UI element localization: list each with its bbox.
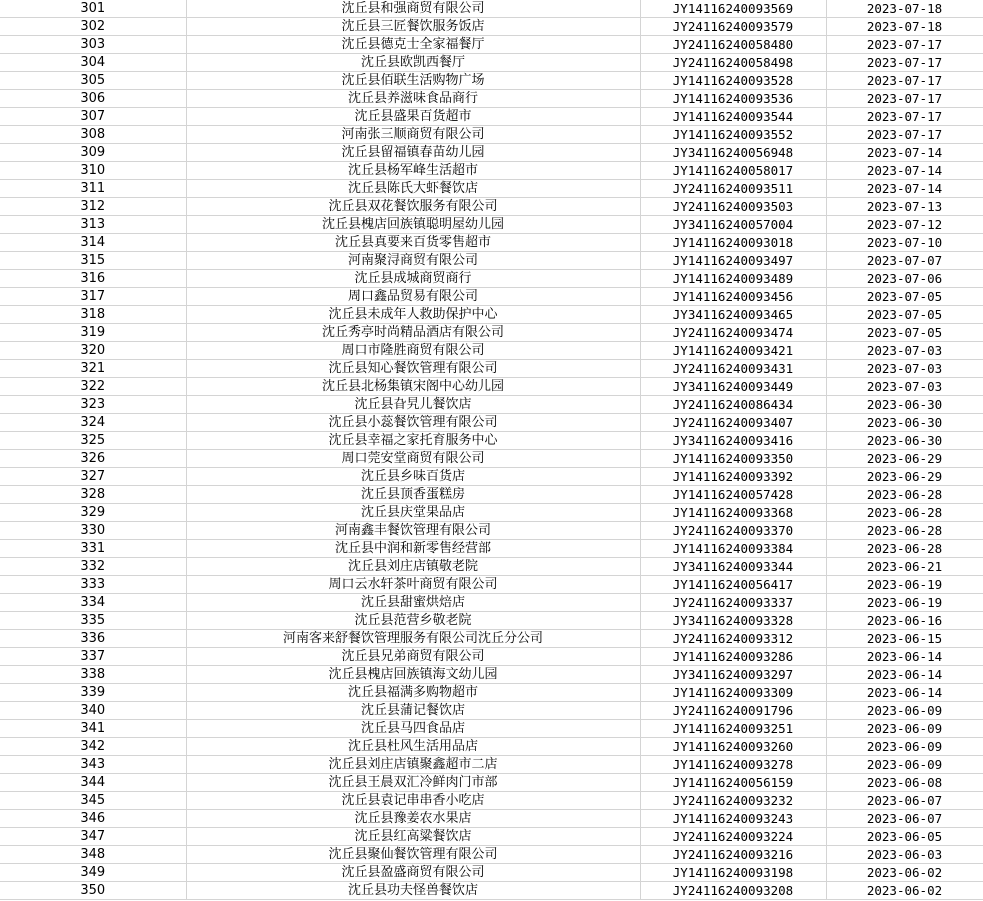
row-number[interactable]: 313	[0, 216, 186, 234]
table-row	[0, 576, 983, 594]
date-cell[interactable]: 2023-06-28	[826, 540, 983, 558]
business-name-cell[interactable]: 沈丘县盛果百货超市	[186, 108, 640, 126]
business-name-cell[interactable]: 沈丘县蒲记餐饮店	[186, 702, 640, 720]
row-number[interactable]: 340	[0, 702, 186, 720]
date-cell[interactable]: 2023-06-16	[826, 612, 983, 630]
date-cell[interactable]: 2023-06-19	[826, 594, 983, 612]
row-number[interactable]: 328	[0, 486, 186, 504]
date-cell[interactable]: 2023-06-19	[826, 576, 983, 594]
date-cell[interactable]: 2023-06-07	[826, 792, 983, 810]
date-cell[interactable]: 2023-06-07	[826, 810, 983, 828]
license-number-cell[interactable]: JY14116240093278	[640, 756, 826, 774]
business-name-cell[interactable]: 沈丘县养滋味食品商行	[186, 90, 640, 108]
date-cell[interactable]: 2023-07-14	[826, 162, 983, 180]
business-name-cell[interactable]: 沈丘县德克士全家福餐厅	[186, 36, 640, 54]
table-row	[0, 630, 983, 648]
table-row	[0, 810, 983, 828]
date-cell[interactable]: 2023-06-28	[826, 504, 983, 522]
row-number[interactable]: 323	[0, 396, 186, 414]
license-number-cell[interactable]: JY24116240093232	[640, 792, 826, 810]
date-cell[interactable]: 2023-06-09	[826, 756, 983, 774]
business-name-cell[interactable]: 沈丘县中润和新零售经营部	[186, 540, 640, 558]
date-cell[interactable]: 2023-06-28	[826, 486, 983, 504]
table-row	[0, 252, 983, 270]
row-number[interactable]: 302	[0, 18, 186, 36]
date-cell[interactable]: 2023-07-05	[826, 306, 983, 324]
date-cell[interactable]: 2023-07-03	[826, 378, 983, 396]
table-row	[0, 378, 983, 396]
license-number-cell[interactable]: JY34116240056948	[640, 144, 826, 162]
row-number[interactable]: 304	[0, 54, 186, 72]
business-name-cell[interactable]: 沈丘县留福镇春苗幼儿园	[186, 144, 640, 162]
business-name-cell[interactable]: 沈丘县小蕊餐饮管理有限公司	[186, 414, 640, 432]
table-row	[0, 864, 983, 882]
business-name-cell[interactable]: 沈丘县顶香蛋糕房	[186, 486, 640, 504]
license-number-cell[interactable]: JY24116240093208	[640, 882, 826, 900]
business-name-cell[interactable]: 沈丘县陈氏大虾餐饮店	[186, 180, 640, 198]
business-name-cell[interactable]: 沈丘县豫姜农水果店	[186, 810, 640, 828]
row-number[interactable]: 325	[0, 432, 186, 450]
license-number-cell[interactable]: JY14116240093309	[640, 684, 826, 702]
date-cell[interactable]: 2023-07-13	[826, 198, 983, 216]
date-cell[interactable]: 2023-07-17	[826, 108, 983, 126]
table-row	[0, 90, 983, 108]
date-cell[interactable]: 2023-06-28	[826, 522, 983, 540]
row-number[interactable]: 327	[0, 468, 186, 486]
business-name-cell[interactable]: 周口云水轩茶叶商贸有限公司	[186, 576, 640, 594]
row-number[interactable]: 312	[0, 198, 186, 216]
business-name-cell[interactable]: 沈丘县杜风生活用品店	[186, 738, 640, 756]
row-number[interactable]: 333	[0, 576, 186, 594]
date-cell[interactable]: 2023-07-17	[826, 90, 983, 108]
license-number-cell[interactable]: JY34116240093416	[640, 432, 826, 450]
row-number[interactable]: 332	[0, 558, 186, 576]
business-name-cell[interactable]: 沈丘县聚仙餐饮管理有限公司	[186, 846, 640, 864]
row-number[interactable]: 318	[0, 306, 186, 324]
business-name-cell[interactable]: 沈丘县杨军峰生活超市	[186, 162, 640, 180]
date-cell[interactable]: 2023-07-17	[826, 54, 983, 72]
business-name-cell[interactable]: 沈丘县北杨集镇宋阁中心幼儿园	[186, 378, 640, 396]
license-number-cell[interactable]: JY14116240056417	[640, 576, 826, 594]
business-name-cell[interactable]: 沈丘县功夫怪兽餐饮店	[186, 882, 640, 900]
business-name-cell[interactable]: 周口市隆胜商贸有限公司	[186, 342, 640, 360]
license-number-cell[interactable]: JY34116240057004	[640, 216, 826, 234]
business-name-cell[interactable]: 河南张三顺商贸有限公司	[186, 126, 640, 144]
table-row	[0, 396, 983, 414]
table-row	[0, 540, 983, 558]
license-number-cell[interactable]: JY14116240056159	[640, 774, 826, 792]
business-name-cell[interactable]: 沈丘县兄弟商贸有限公司	[186, 648, 640, 666]
business-name-cell[interactable]: 沈丘县三匠餐饮服务饭店	[186, 18, 640, 36]
business-name-cell[interactable]: 沈丘县刘庄店镇敬老院	[186, 558, 640, 576]
table-row	[0, 18, 983, 36]
business-name-cell[interactable]: 周口莞安堂商贸有限公司	[186, 450, 640, 468]
table-row	[0, 846, 983, 864]
date-cell[interactable]: 2023-06-14	[826, 648, 983, 666]
license-number-cell[interactable]: JY24116240091796	[640, 702, 826, 720]
table-row	[0, 342, 983, 360]
license-number-cell[interactable]: JY24116240093224	[640, 828, 826, 846]
table-row	[0, 666, 983, 684]
business-name-cell[interactable]: 沈丘县双花餐饮服务有限公司	[186, 198, 640, 216]
business-name-cell[interactable]: 沈丘县真要来百货零售超市	[186, 234, 640, 252]
business-name-cell[interactable]: 沈丘县袁记串串香小吃店	[186, 792, 640, 810]
license-number-cell[interactable]: JY14116240093251	[640, 720, 826, 738]
row-number[interactable]: 306	[0, 90, 186, 108]
license-number-cell[interactable]: JY14116240058017	[640, 162, 826, 180]
table-row	[0, 756, 983, 774]
license-number-cell[interactable]: JY24116240093312	[640, 630, 826, 648]
license-number-cell[interactable]: JY14116240093286	[640, 648, 826, 666]
business-name-cell[interactable]: 沈丘县刘庄店镇聚鑫超市二店	[186, 756, 640, 774]
license-number-cell[interactable]: JY24116240093474	[640, 324, 826, 342]
date-cell[interactable]: 2023-06-09	[826, 720, 983, 738]
date-cell[interactable]: 2023-07-05	[826, 288, 983, 306]
row-number[interactable]: 324	[0, 414, 186, 432]
row-number[interactable]: 315	[0, 252, 186, 270]
table-row	[0, 828, 983, 846]
license-number-cell[interactable]: JY34116240093328	[640, 612, 826, 630]
date-cell[interactable]: 2023-06-29	[826, 450, 983, 468]
license-number-cell[interactable]: JY14116240093384	[640, 540, 826, 558]
table-row	[0, 216, 983, 234]
row-number[interactable]: 317	[0, 288, 186, 306]
business-name-cell[interactable]: 河南鑫丰餐饮管理有限公司	[186, 522, 640, 540]
row-number[interactable]: 346	[0, 810, 186, 828]
business-name-cell[interactable]: 沈丘县庆堂果品店	[186, 504, 640, 522]
row-number[interactable]: 335	[0, 612, 186, 630]
table-row	[0, 126, 983, 144]
license-number-cell[interactable]: JY24116240093431	[640, 360, 826, 378]
date-cell[interactable]: 2023-06-15	[826, 630, 983, 648]
table-row	[0, 144, 983, 162]
row-number[interactable]: 336	[0, 630, 186, 648]
date-cell[interactable]: 2023-07-17	[826, 126, 983, 144]
date-cell[interactable]: 2023-07-06	[826, 270, 983, 288]
row-number[interactable]: 303	[0, 36, 186, 54]
table-row	[0, 648, 983, 666]
table-row	[0, 198, 983, 216]
table-row	[0, 612, 983, 630]
date-cell[interactable]: 2023-06-03	[826, 846, 983, 864]
license-number-cell[interactable]: JY14116240093368	[640, 504, 826, 522]
license-number-cell[interactable]: JY24116240093370	[640, 522, 826, 540]
table-row	[0, 306, 983, 324]
date-cell[interactable]: 2023-06-09	[826, 702, 983, 720]
license-number-cell[interactable]: JY24116240093511	[640, 180, 826, 198]
row-number[interactable]: 339	[0, 684, 186, 702]
date-cell[interactable]: 2023-06-30	[826, 432, 983, 450]
license-number-cell[interactable]: JY14116240093528	[640, 72, 826, 90]
row-number[interactable]: 337	[0, 648, 186, 666]
business-name-cell[interactable]: 沈丘县范营乡敬老院	[186, 612, 640, 630]
business-name-cell[interactable]: 沈丘县马四食品店	[186, 720, 640, 738]
license-number-cell[interactable]: JY24116240058498	[640, 54, 826, 72]
row-number[interactable]: 308	[0, 126, 186, 144]
table-row	[0, 54, 983, 72]
table-row	[0, 162, 983, 180]
date-cell[interactable]: 2023-06-08	[826, 774, 983, 792]
table-row	[0, 0, 983, 18]
row-number[interactable]: 321	[0, 360, 186, 378]
license-number-cell[interactable]: JY14116240093198	[640, 864, 826, 882]
table-row	[0, 36, 983, 54]
table-row	[0, 180, 983, 198]
row-number[interactable]: 349	[0, 864, 186, 882]
license-number-cell[interactable]: JY14116240093243	[640, 810, 826, 828]
table-row	[0, 108, 983, 126]
business-name-cell[interactable]: 沈丘县盈盛商贸有限公司	[186, 864, 640, 882]
table-row	[0, 558, 983, 576]
table-row	[0, 414, 983, 432]
date-cell[interactable]: 2023-06-05	[826, 828, 983, 846]
table-row	[0, 486, 983, 504]
business-name-cell[interactable]: 沈丘县佰联生活购物广场	[186, 72, 640, 90]
date-cell[interactable]: 2023-06-21	[826, 558, 983, 576]
business-name-cell[interactable]: 周口鑫品贸易有限公司	[186, 288, 640, 306]
date-cell[interactable]: 2023-06-14	[826, 684, 983, 702]
row-number[interactable]: 334	[0, 594, 186, 612]
date-cell[interactable]: 2023-06-30	[826, 396, 983, 414]
table-row	[0, 288, 983, 306]
license-number-cell[interactable]: JY14116240093421	[640, 342, 826, 360]
license-number-cell[interactable]: JY34116240093297	[640, 666, 826, 684]
table-row	[0, 522, 983, 540]
business-name-cell[interactable]: 河南聚浔商贸有限公司	[186, 252, 640, 270]
row-number[interactable]: 310	[0, 162, 186, 180]
license-number-cell[interactable]: JY14116240093497	[640, 252, 826, 270]
table-row	[0, 324, 983, 342]
business-name-cell[interactable]: 沈丘县王晨双汇冷鲜肉门市部	[186, 774, 640, 792]
table-row	[0, 360, 983, 378]
row-number[interactable]: 341	[0, 720, 186, 738]
row-number[interactable]: 347	[0, 828, 186, 846]
date-cell[interactable]: 2023-06-29	[826, 468, 983, 486]
row-number[interactable]: 322	[0, 378, 186, 396]
date-cell[interactable]: 2023-06-09	[826, 738, 983, 756]
row-number[interactable]: 342	[0, 738, 186, 756]
row-number[interactable]: 345	[0, 792, 186, 810]
license-number-cell[interactable]: JY34116240093449	[640, 378, 826, 396]
date-cell[interactable]: 2023-06-14	[826, 666, 983, 684]
row-number[interactable]: 314	[0, 234, 186, 252]
business-name-cell[interactable]: 沈丘县槐店回族镇海文幼儿园	[186, 666, 640, 684]
date-cell[interactable]: 2023-07-14	[826, 180, 983, 198]
row-number[interactable]: 320	[0, 342, 186, 360]
date-cell[interactable]: 2023-07-17	[826, 72, 983, 90]
table-row	[0, 720, 983, 738]
license-number-cell[interactable]: JY14116240093544	[640, 108, 826, 126]
table-row	[0, 684, 983, 702]
table-row	[0, 594, 983, 612]
date-cell[interactable]: 2023-07-03	[826, 342, 983, 360]
row-number[interactable]: 350	[0, 882, 186, 900]
row-number[interactable]: 311	[0, 180, 186, 198]
table-row	[0, 468, 983, 486]
license-number-cell[interactable]: JY24116240093407	[640, 414, 826, 432]
date-cell[interactable]: 2023-07-17	[826, 36, 983, 54]
row-number[interactable]: 344	[0, 774, 186, 792]
license-number-cell[interactable]: JY14116240093392	[640, 468, 826, 486]
license-number-cell[interactable]: JY14116240093018	[640, 234, 826, 252]
table-row	[0, 432, 983, 450]
row-number[interactable]: 326	[0, 450, 186, 468]
license-number-cell[interactable]: JY24116240058480	[640, 36, 826, 54]
business-name-cell[interactable]: 沈丘县欧凯西餐厅	[186, 54, 640, 72]
business-name-cell[interactable]: 沈丘县甜蜜烘焙店	[186, 594, 640, 612]
row-number[interactable]: 301	[0, 0, 186, 18]
date-cell[interactable]: 2023-07-05	[826, 324, 983, 342]
row-number[interactable]: 348	[0, 846, 186, 864]
row-number[interactable]: 316	[0, 270, 186, 288]
license-number-cell[interactable]: JY34116240093465	[640, 306, 826, 324]
date-cell[interactable]: 2023-07-12	[826, 216, 983, 234]
business-name-cell[interactable]: 沈丘县乡味百货店	[186, 468, 640, 486]
business-name-cell[interactable]: 沈丘县幸福之家托育服务中心	[186, 432, 640, 450]
business-name-cell[interactable]: 沈丘县槐店回族镇聪明屋幼儿园	[186, 216, 640, 234]
date-cell[interactable]: 2023-07-10	[826, 234, 983, 252]
date-cell[interactable]: 2023-07-18	[826, 18, 983, 36]
date-cell[interactable]: 2023-07-18	[826, 0, 983, 18]
table-row	[0, 774, 983, 792]
date-cell[interactable]: 2023-06-30	[826, 414, 983, 432]
license-number-cell[interactable]: JY14116240093456	[640, 288, 826, 306]
license-number-cell[interactable]: JY14116240093536	[640, 90, 826, 108]
row-number[interactable]: 343	[0, 756, 186, 774]
business-name-cell[interactable]: 河南客来舒餐饮管理服务有限公司沈丘分公司	[186, 630, 640, 648]
date-cell[interactable]: 2023-07-03	[826, 360, 983, 378]
business-name-cell[interactable]: 沈丘县和强商贸有限公司	[186, 0, 640, 18]
business-name-cell[interactable]: 沈丘县旮旯儿餐饮店	[186, 396, 640, 414]
table-row	[0, 792, 983, 810]
row-number[interactable]: 338	[0, 666, 186, 684]
license-number-cell[interactable]: JY14116240093350	[640, 450, 826, 468]
license-number-cell[interactable]: JY24116240093579	[640, 18, 826, 36]
license-number-cell[interactable]: JY14116240093569	[640, 0, 826, 18]
business-name-cell[interactable]: 沈丘秀亭时尚精品酒店有限公司	[186, 324, 640, 342]
table-row	[0, 702, 983, 720]
row-number[interactable]: 305	[0, 72, 186, 90]
license-number-cell[interactable]: JY14116240093489	[640, 270, 826, 288]
table-row	[0, 504, 983, 522]
row-number[interactable]: 319	[0, 324, 186, 342]
date-cell[interactable]: 2023-07-14	[826, 144, 983, 162]
row-number[interactable]: 307	[0, 108, 186, 126]
license-number-cell[interactable]: JY24116240093216	[640, 846, 826, 864]
business-name-cell[interactable]: 沈丘县成城商贸商行	[186, 270, 640, 288]
row-number[interactable]: 331	[0, 540, 186, 558]
license-number-cell[interactable]: JY34116240093344	[640, 558, 826, 576]
table-row	[0, 450, 983, 468]
row-number[interactable]: 329	[0, 504, 186, 522]
date-cell[interactable]: 2023-06-02	[826, 864, 983, 882]
business-name-cell[interactable]: 沈丘县知心餐饮管理有限公司	[186, 360, 640, 378]
date-cell[interactable]: 2023-07-07	[826, 252, 983, 270]
business-name-cell[interactable]: 沈丘县红高粱餐饮店	[186, 828, 640, 846]
license-number-cell[interactable]: JY14116240093552	[640, 126, 826, 144]
business-name-cell[interactable]: 沈丘县福满多购物超市	[186, 684, 640, 702]
row-number[interactable]: 330	[0, 522, 186, 540]
date-cell[interactable]: 2023-06-02	[826, 882, 983, 900]
license-number-cell[interactable]: JY14116240057428	[640, 486, 826, 504]
license-number-cell[interactable]: JY24116240093337	[640, 594, 826, 612]
table-row	[0, 738, 983, 756]
table-row	[0, 270, 983, 288]
row-number[interactable]: 309	[0, 144, 186, 162]
license-number-cell[interactable]: JY24116240086434	[640, 396, 826, 414]
license-number-cell[interactable]: JY14116240093260	[640, 738, 826, 756]
table-row	[0, 882, 983, 900]
business-name-cell[interactable]: 沈丘县未成年人救助保护中心	[186, 306, 640, 324]
table-row	[0, 72, 983, 90]
license-number-cell[interactable]: JY24116240093503	[640, 198, 826, 216]
table-row	[0, 234, 983, 252]
